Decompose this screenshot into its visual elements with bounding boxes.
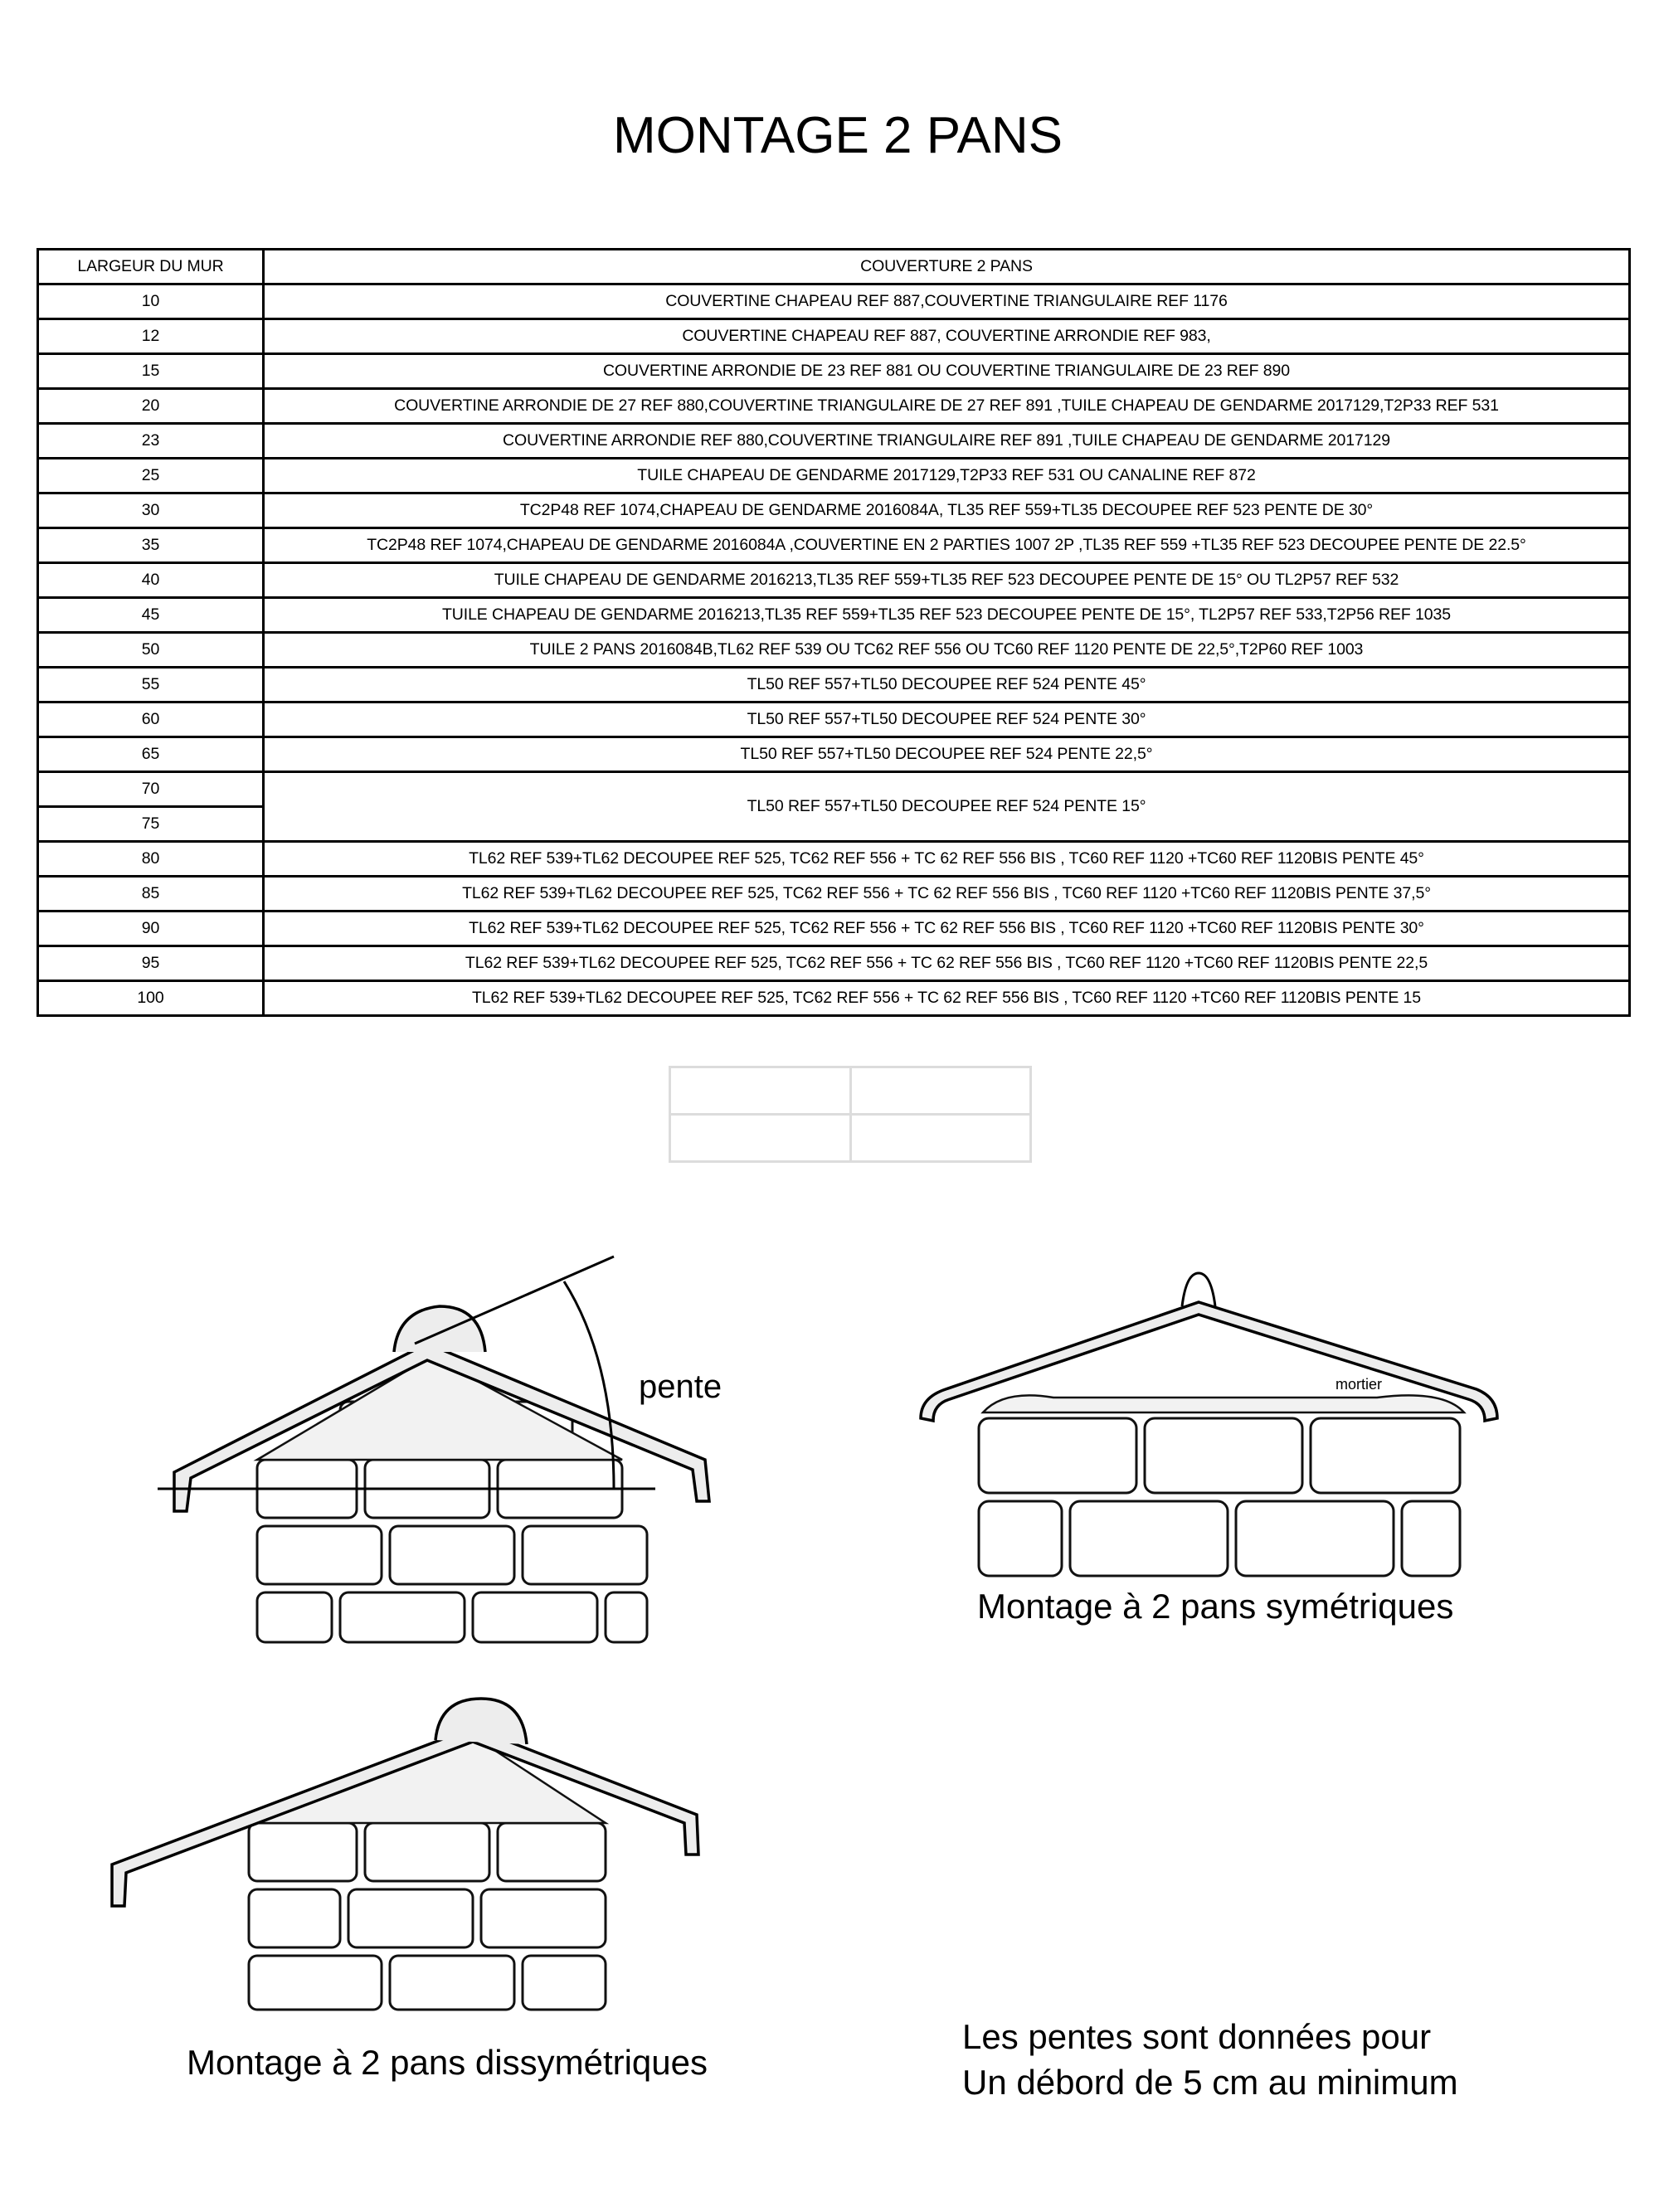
note-line-2: Un débord de 5 cm au minimum (962, 2063, 1458, 2102)
coverage-cell: COUVERTINE CHAPEAU REF 887, COUVERTINE ARRONDIE REF 983, (264, 319, 1630, 354)
header-coverage: COUVERTURE 2 PANS (264, 250, 1630, 284)
table-row (38, 493, 1630, 528)
table-row (38, 424, 1630, 459)
table-row (38, 319, 1630, 354)
table-row (38, 528, 1630, 563)
wall-width-cell: 85 (38, 877, 264, 912)
coverage-cell: TL50 REF 557+TL50 DECOUPEE REF 524 PENTE 22,5° (264, 737, 1630, 772)
coverage-cell: TL62 REF 539+TL62 DECOUPEE REF 525, TC62 REF 556 + TC 62 REF 556 BIS , TC60 REF 1120 +TC60 REF 1120BIS PENTE 45° (264, 842, 1630, 877)
table-row (38, 459, 1630, 493)
table-row (38, 354, 1630, 389)
coverage-cell: TUILE CHAPEAU DE GENDARME 2016213,TL35 REF 559+TL35 REF 523 DECOUPEE PENTE DE 15° OU TL2P57 REF 532 (264, 563, 1630, 598)
asymmetric-diagram (108, 1699, 738, 2014)
mortar-bed (983, 1395, 1464, 1412)
empty-cell (850, 1115, 1031, 1162)
table-row (38, 598, 1630, 633)
empty-grid (669, 1066, 1032, 1163)
coverage-cell: TL50 REF 557+TL50 DECOUPEE REF 524 PENTE 45° (264, 668, 1630, 702)
wall-width-cell: 70 (38, 772, 264, 807)
table-row (38, 877, 1630, 912)
wall-width-cell: 65 (38, 737, 264, 772)
wall-width-cell: 40 (38, 563, 264, 598)
wall-width-cell: 15 (38, 354, 264, 389)
empty-cell (670, 1067, 851, 1115)
coverage-cell: COUVERTINE ARRONDIE REF 880,COUVERTINE TRIANGULAIRE REF 891 ,TUILE CHAPEAU DE GENDARME 2017129 (264, 424, 1630, 459)
wall-width-cell: 25 (38, 459, 264, 493)
coverage-cell: TL62 REF 539+TL62 DECOUPEE REF 525, TC62 REF 556 + TC 62 REF 556 BIS , TC60 REF 1120 +TC60 REF 1120BIS PENTE 30° (264, 912, 1630, 946)
caption-symmetric: Montage à 2 pans symétriques (977, 1587, 1454, 1626)
table-header-row (38, 250, 1630, 284)
brick-wall (979, 1418, 1460, 1576)
coverage-cell: TL50 REF 557+TL50 DECOUPEE REF 524 PENTE 15° (264, 772, 1630, 842)
coverage-cell: TL50 REF 557+TL50 DECOUPEE REF 524 PENTE 30° (264, 702, 1630, 737)
brick-wall (249, 1823, 606, 2010)
wall-width-cell: 50 (38, 633, 264, 668)
table-row (38, 702, 1630, 737)
table-row (38, 772, 1630, 807)
wall-width-cell: 60 (38, 702, 264, 737)
header-wall-width: LARGEUR DU MUR (38, 250, 264, 284)
coverage-cell: TL62 REF 539+TL62 DECOUPEE REF 525, TC62 REF 556 + TC 62 REF 556 BIS , TC60 REF 1120 +TC60 REF 1120BIS PENTE 22,5 (264, 946, 1630, 981)
coverage-cell: TUILE CHAPEAU DE GENDARME 2017129,T2P33 REF 531 OU CANALINE REF 872 (264, 459, 1630, 493)
pente-diagram (149, 1294, 747, 1659)
coverage-cell: TC2P48 REF 1074,CHAPEAU DE GENDARME 2016084A, TL35 REF 559+TL35 DECOUPEE REF 523 PENTE DE 30° (264, 493, 1630, 528)
coverage-cell: TL62 REF 539+TL62 DECOUPEE REF 525, TC62 REF 556 + TC 62 REF 556 BIS , TC60 REF 1120 +TC60 REF 1120BIS PENTE 37,5° (264, 877, 1630, 912)
wall-width-cell: 23 (38, 424, 264, 459)
table-row (38, 737, 1630, 772)
table-row (38, 633, 1630, 668)
caption-asymmetric: Montage à 2 pans dissymétriques (187, 2043, 708, 2082)
coverage-cell: TUILE 2 PANS 2016084B,TL62 REF 539 OU TC62 REF 556 OU TC60 REF 1120 PENTE DE 22,5°,T2P60 REF 1003 (264, 633, 1630, 668)
coverage-cell: TL62 REF 539+TL62 DECOUPEE REF 525, TC62 REF 556 + TC 62 REF 556 BIS , TC60 REF 1120 +TC60 REF 1120BIS PENTE 15 (264, 981, 1630, 1016)
coverage-cell: COUVERTINE ARRONDIE DE 23 REF 881 OU COUVERTINE TRIANGULAIRE DE 23 REF 890 (264, 354, 1630, 389)
wall-width-cell: 10 (38, 284, 264, 319)
symmetric-diagram (912, 1273, 1510, 1597)
slope-line (415, 1257, 614, 1344)
table-row (38, 284, 1630, 319)
wall-width-cell: 30 (38, 493, 264, 528)
coverage-cell: COUVERTINE ARRONDIE DE 27 REF 880,COUVERTINE TRIANGULAIRE DE 27 REF 891 ,TUILE CHAPEAU DE GENDARME 2017129,T2P33 REF 531 (264, 389, 1630, 424)
wall-width-cell: 90 (38, 912, 264, 946)
empty-cell (850, 1067, 1031, 1115)
table-row (38, 842, 1630, 877)
note-line-1: Les pentes sont données pour (962, 2017, 1432, 2056)
wall-width-cell: 55 (38, 668, 264, 702)
wall-width-cell: 35 (38, 528, 264, 563)
table-row (38, 981, 1630, 1016)
coverage-cell: COUVERTINE CHAPEAU REF 887,COUVERTINE TRIANGULAIRE REF 1176 (264, 284, 1630, 319)
empty-cell (670, 1115, 851, 1162)
page-title: MONTAGE 2 PANS (612, 107, 1063, 164)
pente-label: pente (639, 1369, 722, 1405)
wall-width-cell: 80 (38, 842, 264, 877)
table-row (38, 912, 1630, 946)
coverage-cell: TUILE CHAPEAU DE GENDARME 2016213,TL35 REF 559+TL35 REF 523 DECOUPEE PENTE DE 15°, TL2P57 REF 533,T2P56 REF 1035 (264, 598, 1630, 633)
wall-width-cell: 95 (38, 946, 264, 981)
coverage-cell: TC2P48 REF 1074,CHAPEAU DE GENDARME 2016084A ,COUVERTINE EN 2 PARTIES 1007 2P ,TL35 REF 559 +TL35 REF 523 DECOUPEE PENTE DE 22.5° (264, 528, 1630, 563)
coverage-table (36, 248, 1631, 1017)
wall-width-cell: 75 (38, 807, 264, 842)
table-row (38, 563, 1630, 598)
wall-width-cell: 12 (38, 319, 264, 354)
table-row (38, 668, 1630, 702)
mortier-label: mortier (1335, 1376, 1383, 1393)
table-row (38, 389, 1630, 424)
table-row (38, 946, 1630, 981)
wall-width-cell: 45 (38, 598, 264, 633)
wall-width-cell: 100 (38, 981, 264, 1016)
wall-width-cell: 20 (38, 389, 264, 424)
